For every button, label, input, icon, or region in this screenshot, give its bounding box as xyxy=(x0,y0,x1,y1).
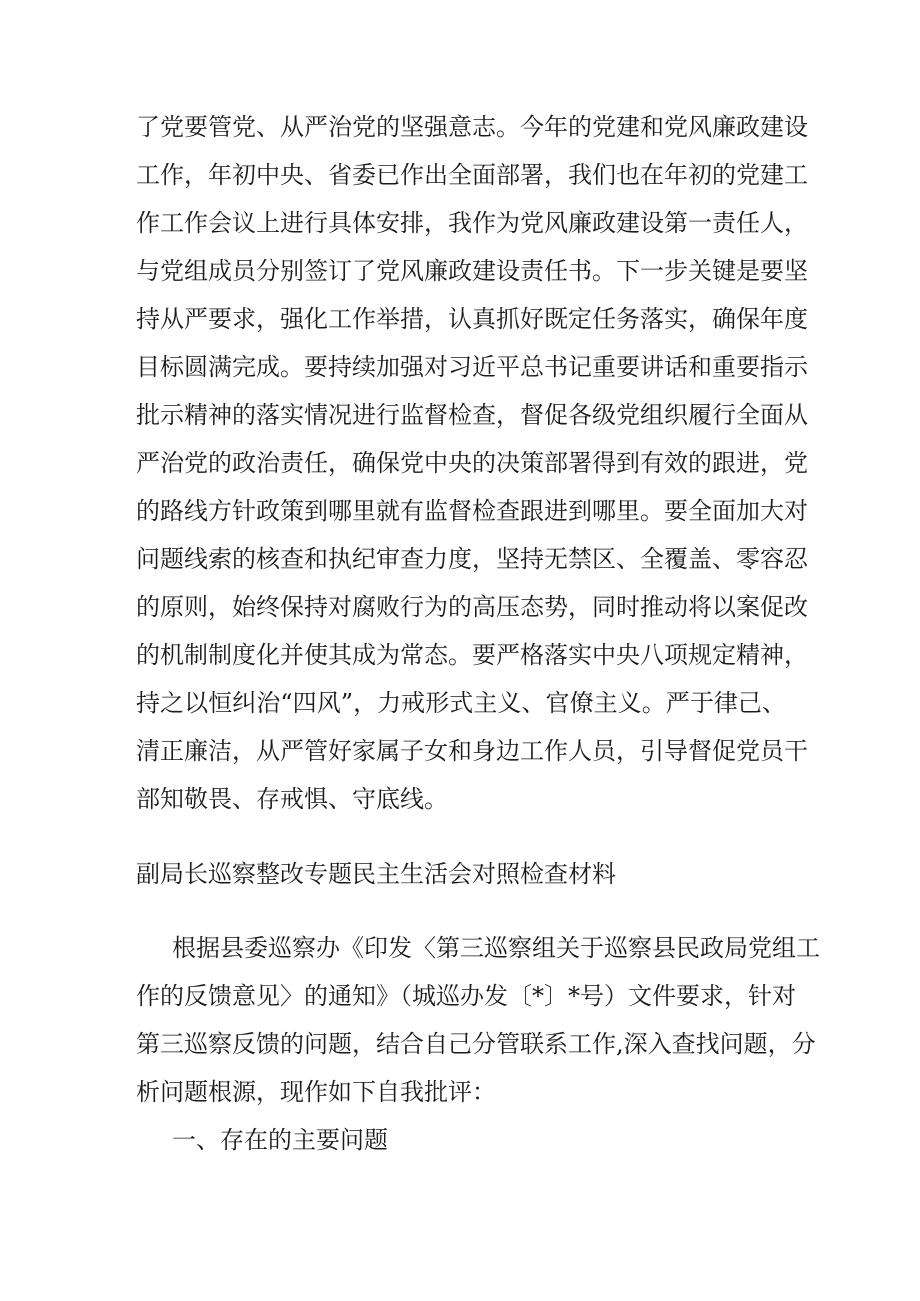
text-line: 严治党的政治责任，确保党中央的决策部署得到有效的跟进，党 xyxy=(136,449,808,477)
text-line: 作工作会议上进行具体安排，我作为党风廉政建设第一责任人， xyxy=(136,209,808,237)
text-line: 持从严要求，强化工作举措，认真抓好既定任务落实，确保年度 xyxy=(136,305,808,333)
text-line: 作的反馈意见〉的通知》（城巡办发〔*〕*号）文件要求，针对 xyxy=(136,982,796,1010)
text-line: 第三巡察反馈的问题，结合自己分管联系工作,深入查找问题，分 xyxy=(136,1030,816,1058)
text-line: 持之以恒纠治“四风”，力戒形式主义、官僚主义。严于律己、 xyxy=(136,689,786,717)
text-line: 目标圆满完成。要持续加强对习近平总书记重要讲话和重要指示 xyxy=(136,353,808,381)
text-line: 的路线方针政策到哪里就有监督检查跟进到哪里。要全面加大对 xyxy=(136,497,808,525)
text-line: 部知敬畏、存戒惧、守底线。 xyxy=(136,785,448,813)
document-title: 副局长巡察整改专题民主生活会对照检查材料 xyxy=(136,860,616,888)
text-line: 析问题根源，现作如下自我批评： xyxy=(136,1078,496,1106)
text-line: 工作，年初中央、省委已作出全面部署，我们也在年初的党建工 xyxy=(136,161,808,189)
text-line: 了党要管党、从严治党的坚强意志。今年的党建和党风廉政建设 xyxy=(136,113,808,141)
text-line: 的机制制度化并使其成为常态。要严格落实中央八项规定精神， xyxy=(136,641,808,669)
text-line: 的原则，始终保持对腐败行为的高压态势，同时推动将以案促改 xyxy=(136,593,808,621)
text-line: 批示精神的落实情况进行监督检查，督促各级党组织履行全面从 xyxy=(136,401,808,429)
text-line: 问题线索的核查和执纪审查力度，坚持无禁区、全覆盖、零容忍 xyxy=(136,545,808,573)
text-line: 清正廉洁，从严管好家属子女和身边工作人员，引导督促党员干 xyxy=(136,737,808,765)
section-heading: 一、存在的主要问题 xyxy=(172,1126,388,1154)
text-line: 与党组成员分别签订了党风廉政建设责任书。下一步关键是要坚 xyxy=(136,257,808,285)
text-line: 根据县委巡察办《印发〈第三巡察组关于巡察县民政局党组工 xyxy=(172,934,820,962)
